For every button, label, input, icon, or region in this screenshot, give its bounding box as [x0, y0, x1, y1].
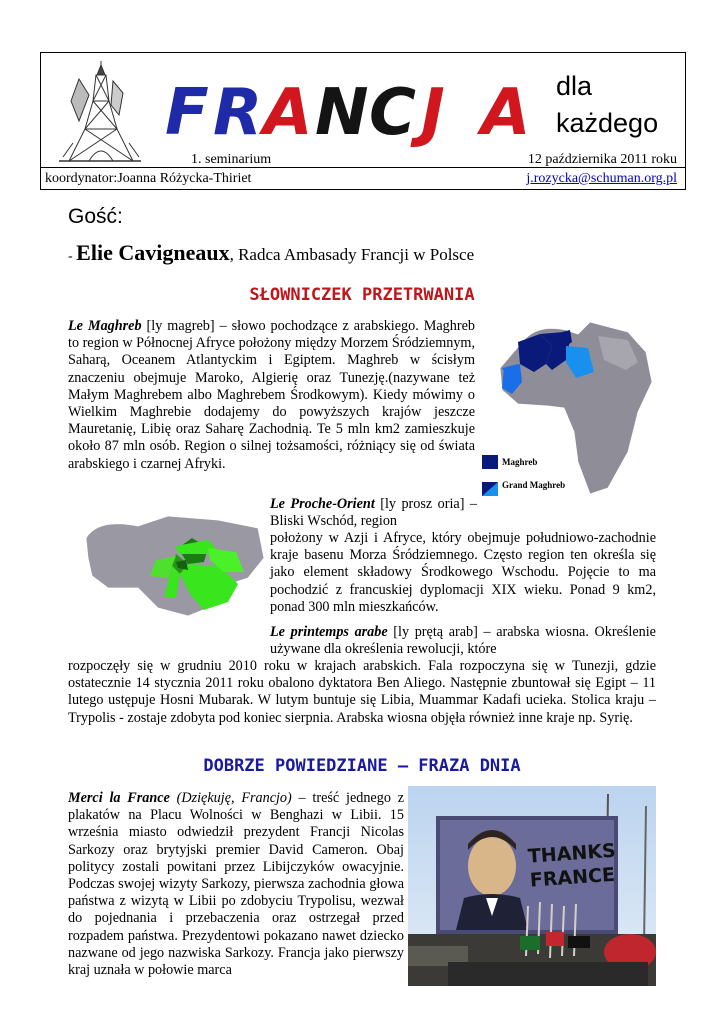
title-letter: F [165, 76, 209, 150]
middle-east-map [68, 498, 266, 623]
section-title-phrase: DOBRZE POWIEDZIANE – FRAZA DNIA [203, 756, 521, 776]
proche-orient-paragraph [270, 530, 656, 616]
title-letter: C [369, 76, 416, 150]
issue-date: 12 października 2011 roku [527, 152, 677, 167]
section-title-glossary: SŁOWNICZEK PRZETRWANIA [249, 285, 475, 305]
guest-line [68, 240, 474, 266]
title-letter: A [263, 76, 313, 150]
poster-text-france: FRANCE [529, 863, 616, 892]
header-divider [41, 167, 685, 168]
phrase-paragraph [68, 790, 404, 979]
guest-dash: - [68, 249, 77, 264]
proche-orient-text-1: [ly prosz oria] – Bliski Wschód, region [270, 496, 477, 530]
phrase-translation: (Dziękuję, Francjo) [169, 790, 292, 806]
newsletter-header [40, 52, 686, 190]
title-letter: A [481, 76, 531, 150]
benghazi-poster-photo [408, 786, 656, 986]
eiffel-tower-logo-icon [49, 61, 149, 167]
title-subtitle-kazdego: każdego [556, 108, 659, 138]
coordinator: koordynator:Joanna Różycka-Thiriet [45, 171, 252, 186]
title-subtitle-dla: dla [556, 71, 593, 101]
title-letter: R [213, 76, 263, 150]
printemps-text-1: [ly prętą arab] – arabska wiosna. Określenie używane dla określenia rewolucji, które [270, 624, 656, 658]
proche-orient-term: Le Proche-Orient [270, 496, 375, 512]
guest-role: , Radca Ambasady Francji w Polsce [229, 245, 475, 264]
map-legend-maghreb: Maghreb [502, 457, 538, 467]
maghreb-text: [ly magreb] – słowo pochodzące z arabskiego. Maghreb to region w Północnej Afryce położony między Morzem Śródziemnym, Saharą, Oceanem Atlantyckim i Egiptem. Maghreb w ścisłym znaczeniu obejmuje Maroko, Algierię oraz Tunezję.(nazywane też Małym Maghrebem albo Maghrebem Środkowym). Kiedy mówimy o Wielkim Maghrebie dodajemy do powyższych krajów jeszcze Mauretanię, Libię oraz Saharę Zachodnią. Te 5 mln km2 zamieszkuje około 87 mln osób. Region o silnej tożsamości, różniący się od świata arabskiego i czarnej Afryki. [68, 318, 476, 472]
printemps-intro [270, 624, 656, 658]
guest-heading: Gość: [68, 205, 123, 228]
proche-orient-intro [270, 496, 477, 530]
phrase-term: Merci la France [68, 790, 170, 806]
guest-name: Elie Cavigneaux [76, 240, 230, 265]
poster-text-thanks: THANKS [527, 839, 617, 868]
seminar-number: 1. seminarium [191, 152, 272, 167]
maghreb-map [478, 312, 658, 510]
printemps-term: Le printemps arabe [270, 624, 388, 640]
proche-orient-text-2: położony w Azji i Afryce, który obejmuje południowo-zachodnie kraje basenu Morza Śródziemnego. Często region ten określa się jako element składowy Środkowego Wschodu. Pojęcie to ma pochodzić z francuskiej dyplomacji XIX wieku. Ponad 9 km2, ponad 300 mln mieszkańców. [270, 530, 656, 615]
email-link[interactable]: j.rozycka@schuman.org.pl [526, 171, 677, 186]
title-letter: N [315, 76, 369, 150]
phrase-text: – treść jednego z plakatów na Placu Wolności w Benghazi w Libii. 15 września miasto odwiedził prezydent Francji Nicolas Sarkozy oraz brytyjski premier David Cameron. Obaj politycy zostali powitani przez Libijczyków owacyjnie. Podczas swojej wizyty Sarkozy, pierwsza zachodnia głowa państwa z wizytą w Libii po zdobyciu Trypolisu, wezwał do pojednania i przebaczenia oraz ostrzegał przed rozpadem państwa. Prezydentowi pokazano nawet dziecko nazwane od jego nazwiska Sarkozy. Francja jako pierwszy kraj uznała w połowie marca [68, 790, 404, 979]
printemps-text-2: rozpoczęły się w grudniu 2010 roku w krajach arabskich. Fala rozpoczyna się w Tunezji, gdzie ostatecznie 14 stycznia 2011 roku obalono dyktatora Ben Aliego. Następnie zbuntował się Egipt – 11 lutego ustępuje Hosni Mubarak. W lutym buntuje się Libia, Muammar Kadafi ucieka. Stolica kraju – Trypolis - zostaje zdobyta pod koniec sierpnia. Arabska wiosna objęła również inne kraje np. Syrię. [68, 658, 656, 726]
maghreb-term: Le Maghreb [68, 318, 142, 334]
title-letter: J [421, 76, 445, 150]
map-legend-grand-maghreb: Grand Maghreb [502, 480, 566, 490]
maghreb-paragraph [68, 318, 475, 473]
printemps-paragraph [68, 658, 656, 727]
